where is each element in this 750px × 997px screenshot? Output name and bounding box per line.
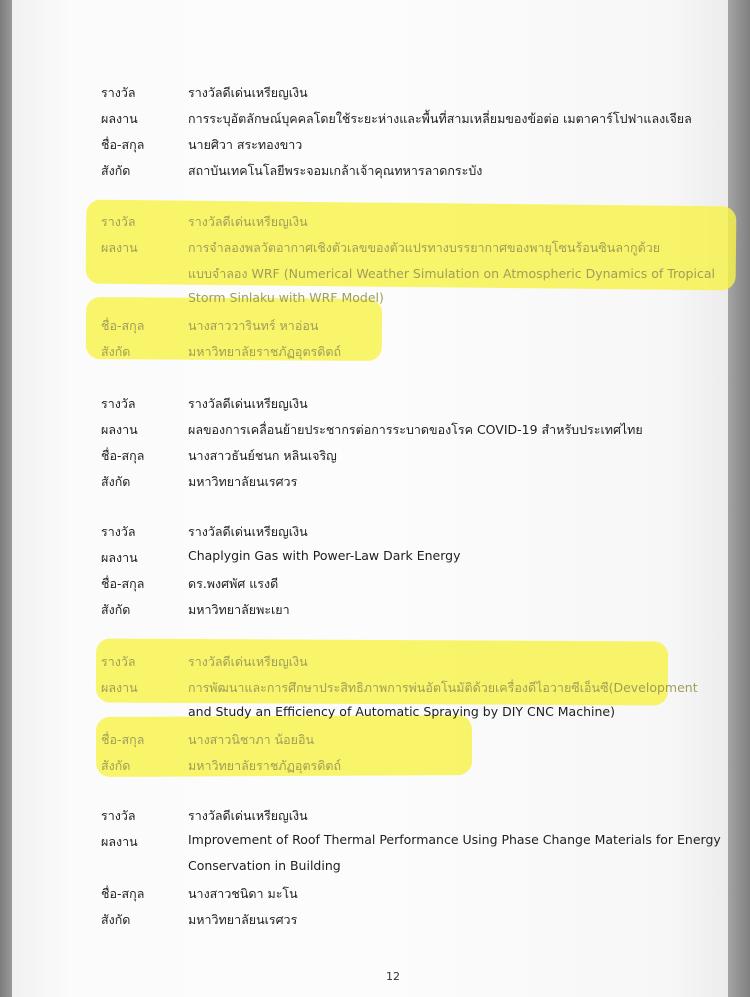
work-title-line: ผลของการเคลื่อนย้ายประชากรต่อการระบาดของโรค COVID-19 สำหรับประเทศไทย [188, 422, 643, 437]
work-label: ผลงาน [101, 111, 138, 126]
award-label: รางวัล [101, 654, 136, 669]
affiliation-label: สังกัด [101, 602, 131, 617]
award-label: รางวัล [101, 214, 136, 229]
work-title-line: การจำลองพลวัตอากาศเชิงตัวเลขของตัวแปรทางบรรยากาศของพายุโซนร้อนซินลากูด้วย [188, 240, 661, 255]
work-title-line: Chaplygin Gas with Power-Law Dark Energy [188, 548, 461, 563]
name-value: นายศิวา สระทองขาว [188, 137, 303, 152]
affiliation-value: สถาบันเทคโนโลยีพระจอมเกล้าเจ้าคุณทหารลาดกระบัง [188, 163, 483, 178]
work-title-line: การระบุอัตลักษณ์บุคคลโดยใช้ระยะห่างและพื้นที่สามเหลี่ยมของข้อต่อ เมตาคาร์โปฟาแลงเจียล [188, 111, 692, 126]
affiliation-label: สังกัด [101, 758, 131, 773]
work-title-line: Storm Sinlaku with WRF Model) [188, 290, 384, 305]
affiliation-value: มหาวิทยาลัยนเรศวร [188, 474, 298, 489]
photo-background-right [728, 0, 750, 997]
award-value: รางวัลดีเด่นเหรียญเงิน [188, 85, 308, 100]
work-label: ผลงาน [101, 550, 138, 565]
award-label: รางวัล [101, 85, 136, 100]
document-page [12, 0, 728, 997]
name-value: นางสาวนิชาภา น้อยอิน [188, 732, 315, 747]
photo-background-left [0, 0, 12, 997]
affiliation-value: มหาวิทยาลัยราชภัฏอุตรดิตถ์ [188, 344, 342, 359]
award-value: รางวัลดีเด่นเหรียญเงิน [188, 396, 308, 411]
affiliation-value: มหาวิทยาลัยพะเยา [188, 602, 290, 617]
award-value: รางวัลดีเด่นเหรียญเงิน [188, 808, 308, 823]
affiliation-label: สังกัด [101, 474, 131, 489]
affiliation-value: มหาวิทยาลัยราชภัฏอุตรดิตถ์ [188, 758, 342, 773]
award-value: รางวัลดีเด่นเหรียญเงิน [188, 524, 308, 539]
work-label: ผลงาน [101, 240, 138, 255]
name-label: ชื่อ-สกุล [101, 732, 145, 747]
name-value: ดร.พงศพัศ แรงดี [188, 576, 279, 591]
work-label: ผลงาน [101, 422, 138, 437]
name-label: ชื่อ-สกุล [101, 318, 145, 333]
name-label: ชื่อ-สกุล [101, 137, 145, 152]
award-label: รางวัล [101, 524, 136, 539]
name-value: นางสาวธันย์ชนก หลินเจริญ [188, 448, 337, 463]
affiliation-label: สังกัด [101, 344, 131, 359]
work-label: ผลงาน [101, 680, 138, 695]
work-label: ผลงาน [101, 834, 138, 849]
name-label: ชื่อ-สกุล [101, 576, 145, 591]
work-title-line: การพัฒนาและการศึกษาประสิทธิภาพการพ่นอัตโนมัติด้วยเครื่องดีไอวายซีเอ็นซี(Development [188, 680, 698, 695]
work-title-line: and Study an Efficiency of Automatic Spraying by DIY CNC Machine) [188, 704, 615, 719]
award-value: รางวัลดีเด่นเหรียญเงิน [188, 654, 308, 669]
affiliation-label: สังกัด [101, 912, 131, 927]
name-value: นางสาววารินทร์ หาอ่อน [188, 318, 319, 333]
name-label: ชื่อ-สกุล [101, 448, 145, 463]
name-value: นางสาวชนิดา มะโน [188, 886, 298, 901]
award-value: รางวัลดีเด่นเหรียญเงิน [188, 214, 308, 229]
name-label: ชื่อ-สกุล [101, 886, 145, 901]
award-label: รางวัล [101, 808, 136, 823]
affiliation-value: มหาวิทยาลัยนเรศวร [188, 912, 298, 927]
award-label: รางวัล [101, 396, 136, 411]
work-title-line: Conservation in Building [188, 858, 341, 873]
work-title-line: Improvement of Roof Thermal Performance Using Phase Change Materials for Energy [188, 832, 721, 847]
affiliation-label: สังกัด [101, 163, 131, 178]
page-number: 12 [386, 970, 400, 983]
work-title-line: แบบจำลอง WRF (Numerical Weather Simulation on Atmospheric Dynamics of Tropical [188, 266, 715, 281]
